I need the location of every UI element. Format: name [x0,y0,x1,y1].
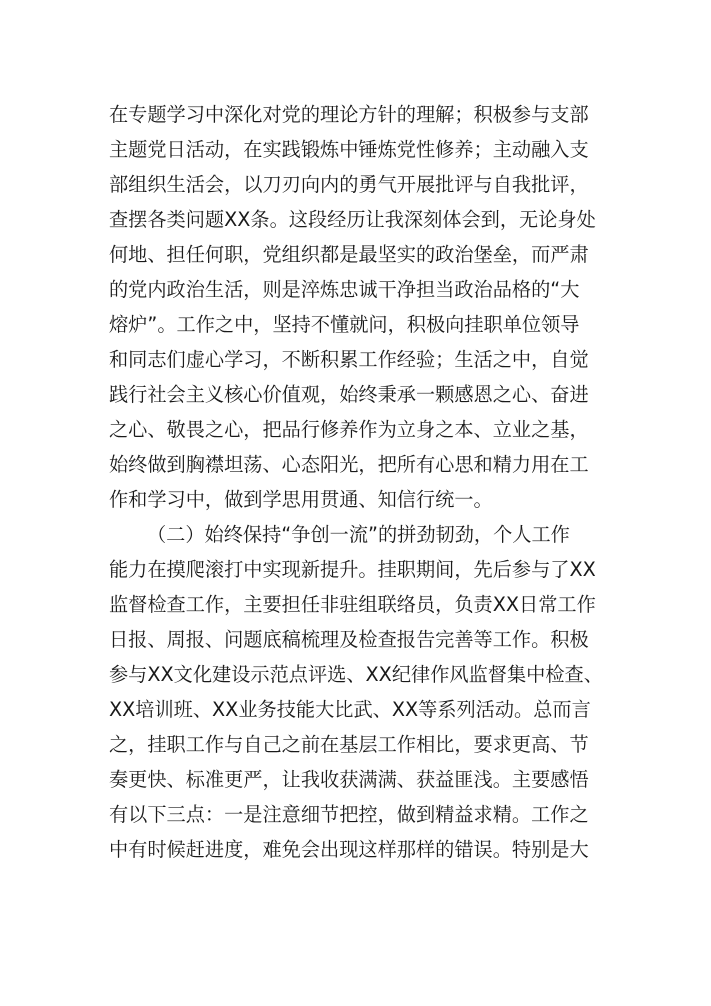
text-line: 部组织生活会，以刀刃向内的勇气开展批评与自我批评， [109,173,589,196]
text-line: 能力在摸爬滚打中实现新提升。挂职期间，先后参与了XX [109,558,596,581]
text-line: 参与XX文化建设示范点评选、XX纪律作风监督集中检查、 [109,663,603,686]
text-line: 践行社会主义核心价值观，始终秉承一颗感恩之心、奋进 [109,383,589,406]
text-line: 中有时候赶进度，难免会出现这样那样的错误。特别是大 [109,838,589,861]
text-line: 主题党日活动，在实践锻炼中锤炼党性修养；主动融入支 [109,138,589,161]
text-line: 作和学习中，做到学思用贯通、知信行统一。 [109,488,493,511]
text-line: 监督检查工作，主要担任非驻组联络员，负责XX日常工作 [109,593,596,616]
text-line: XX培训班、XX业务技能大比武、XX等系列活动。总而言 [109,698,591,721]
text-line: 何地、担任何职，党组织都是最坚实的政治堡垒，而严肃 [109,243,589,266]
text-line: 奏更快、标准更严，让我收获满满、获益匪浅。主要感悟 [109,768,589,791]
body-text [109,97,609,867]
text-line: 和同志们虚心学习，不断积累工作经验；生活之中，自觉 [109,348,589,371]
text-line: 始终做到胸襟坦荡、心态阳光，把所有心思和精力用在工 [109,453,589,476]
text-line: 之心、敬畏之心，把品行修养作为立身之本、立业之基， [109,418,589,441]
text-line: 在专题学习中深化对党的理论方针的理解；积极参与支部 [109,103,589,126]
text-line: 有以下三点：一是注意细节把控，做到精益求精。工作之 [109,803,589,826]
text-line: 日报、周报、问题底稿梳理及检查报告完善等工作。积极 [109,628,589,651]
text-line: 的党内政治生活，则是淬炼忠诚干净担当政治品格的“大 [109,278,580,301]
text-line: 查摆各类问题XX条。这段经历让我深刻体会到，无论身处 [109,208,596,231]
text-line: 之，挂职工作与自己之前在基层工作相比，要求更高、节 [109,733,589,756]
text-line: （二）始终保持“争创一流”的拼劲韧劲，个人工作 [147,523,570,546]
text-line: 熔炉”。工作之中，坚持不懂就问，积极向挂职单位领导 [109,313,580,336]
